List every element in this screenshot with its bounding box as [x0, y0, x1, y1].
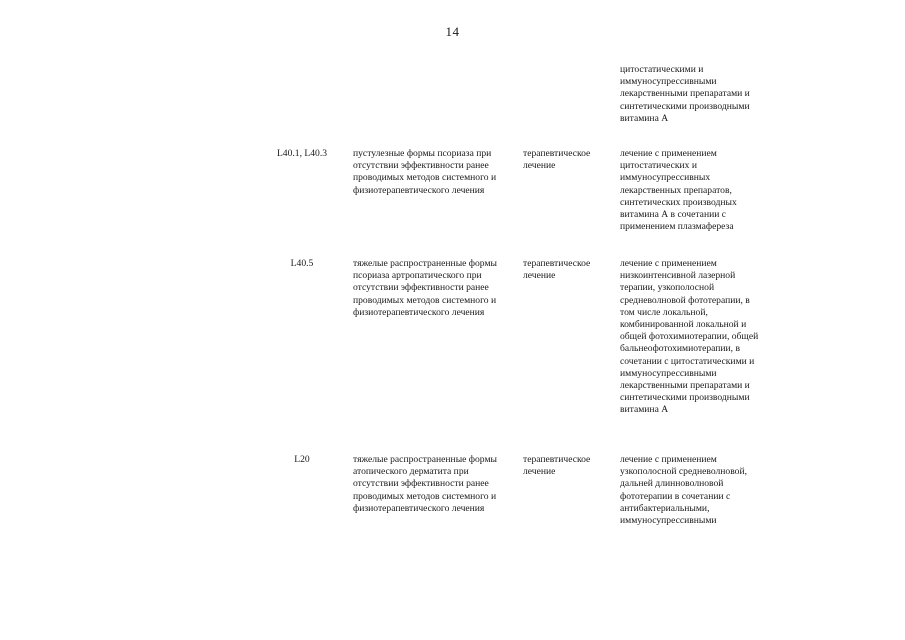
row-code-cell: L40.5 — [290, 258, 314, 269]
row-treatment-cell: терапевтическое лечение — [523, 258, 591, 282]
row-method-cell: лечение с применением узкополосной средневолновой, дальней длинноволновой фототерапии в сочетании с антибактериальными, иммуносупрессивными — [620, 454, 748, 527]
row-treatment-cell: терапевтическое лечение — [523, 454, 591, 478]
continued-method-cell: цитостатическими и иммуносупрессивными лекарственными препаратами и синтетическими производными витамина А — [620, 64, 750, 124]
row-method-cell: лечение с применением цитостатических и иммуносупрессивных лекарственных препаратов, синтетических производных витамина А в сочетании с применением плазмафереза — [620, 148, 737, 233]
row-treatment-cell: терапевтическое лечение — [523, 148, 591, 172]
row-diagnosis-cell: тяжелые распространенные формы атопического дерматита при отсутствии эффективности ранее проводимых методов системного и физиотерапевтического лечения — [353, 454, 497, 514]
row-diagnosis-cell: тяжелые распространенные формы псориаза артропатического при отсутствии эффективности ранее проводимых методов системного и физиотерапевтического лечения — [353, 258, 497, 318]
row-code-cell: L20 — [294, 454, 310, 465]
page-number: 14 — [445, 24, 460, 39]
row-method-cell: лечение с применением низкоинтенсивной лазерной терапии, узкополосной средневолновой фототерапии, в том числе локальной, комбинированной локальной и общей фотохимиотерапии, общей бальнеофотохимиотерапии, в сочетании с цитостатическими и иммуносупрессивными лекарственными препаратами и синтетическими производными витамина А — [620, 258, 759, 416]
row-diagnosis-cell: пустулезные формы псориаза при отсутствии эффективности ранее проводимых методов системного и физиотерапевтического лечения — [353, 148, 497, 196]
row-code-cell: L40.1, L40.3 — [276, 148, 328, 159]
